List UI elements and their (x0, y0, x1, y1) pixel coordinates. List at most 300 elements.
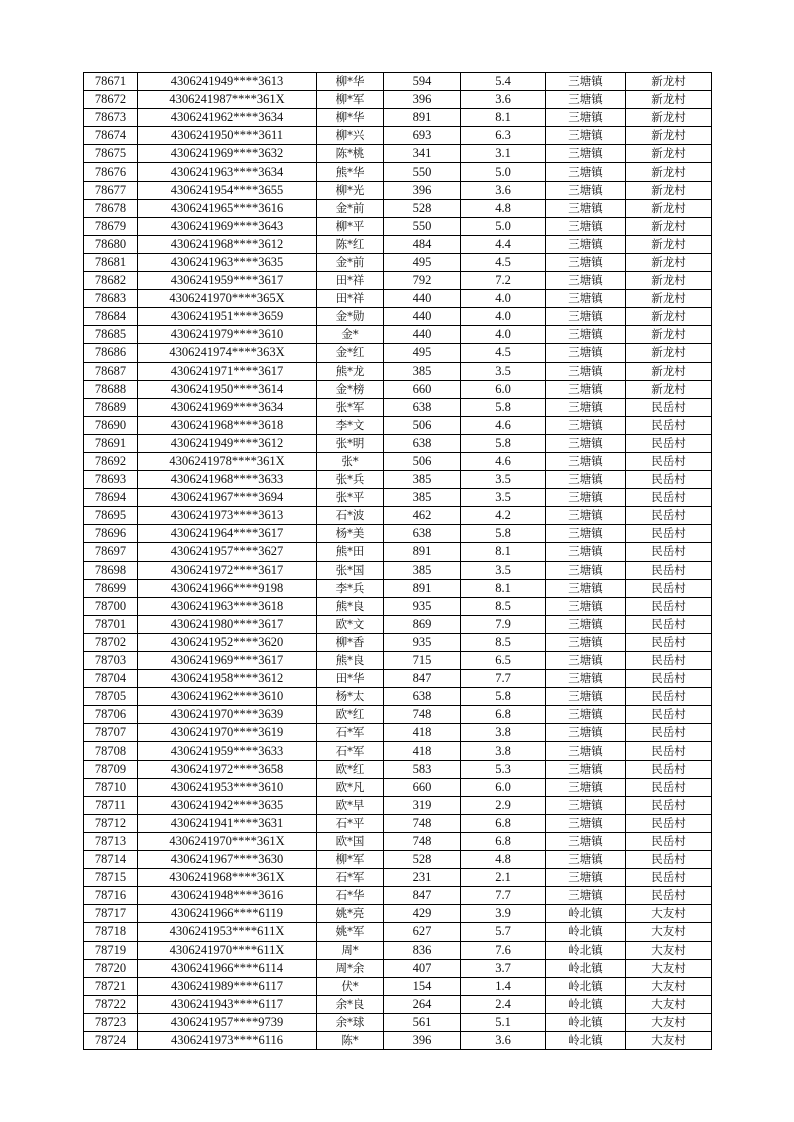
name-cell: 柳*平 (317, 217, 384, 235)
amount-cell: 440 (384, 290, 461, 308)
row-number-cell: 78683 (84, 290, 138, 308)
id-number-cell: 4306241959****3617 (138, 272, 317, 290)
value-cell: 5.4 (461, 73, 546, 91)
id-number-cell: 4306241953****611X (138, 923, 317, 941)
town-cell: 三塘镇 (546, 398, 626, 416)
name-cell: 熊*田 (317, 543, 384, 561)
table-row (84, 814, 712, 832)
value-cell: 4.6 (461, 416, 546, 434)
name-cell: 石*军 (317, 742, 384, 760)
town-cell: 三塘镇 (546, 561, 626, 579)
village-cell: 新龙村 (626, 181, 712, 199)
row-number-cell: 78706 (84, 706, 138, 724)
value-cell: 3.7 (461, 959, 546, 977)
table-row (84, 272, 712, 290)
amount-cell: 594 (384, 73, 461, 91)
amount-cell: 440 (384, 308, 461, 326)
value-cell: 7.7 (461, 670, 546, 688)
village-cell: 大友村 (626, 941, 712, 959)
village-cell: 民岳村 (626, 579, 712, 597)
value-cell: 6.0 (461, 778, 546, 796)
amount-cell: 506 (384, 452, 461, 470)
name-cell: 石*华 (317, 887, 384, 905)
value-cell: 4.8 (461, 199, 546, 217)
value-cell: 2.4 (461, 995, 546, 1013)
town-cell: 三塘镇 (546, 127, 626, 145)
name-cell: 柳*华 (317, 73, 384, 91)
table-row (84, 145, 712, 163)
row-number-cell: 78692 (84, 452, 138, 470)
value-cell: 8.1 (461, 109, 546, 127)
name-cell: 李*兵 (317, 579, 384, 597)
value-cell: 3.6 (461, 1031, 546, 1049)
village-cell: 大友村 (626, 1013, 712, 1031)
id-number-cell: 4306241973****6116 (138, 1031, 317, 1049)
value-cell: 4.5 (461, 253, 546, 271)
row-number-cell: 78701 (84, 615, 138, 633)
village-cell: 民岳村 (626, 760, 712, 778)
name-cell: 陈* (317, 1031, 384, 1049)
name-cell: 周*余 (317, 959, 384, 977)
name-cell: 杨*太 (317, 688, 384, 706)
amount-cell: 418 (384, 724, 461, 742)
name-cell: 姚*亮 (317, 905, 384, 923)
id-number-cell: 4306241965****3616 (138, 199, 317, 217)
table-row (84, 706, 712, 724)
village-cell: 大友村 (626, 905, 712, 923)
name-cell: 欧*国 (317, 832, 384, 850)
town-cell: 三塘镇 (546, 652, 626, 670)
amount-cell: 385 (384, 489, 461, 507)
village-cell: 大友村 (626, 995, 712, 1013)
row-number-cell: 78695 (84, 507, 138, 525)
town-cell: 三塘镇 (546, 742, 626, 760)
name-cell: 张*兵 (317, 471, 384, 489)
town-cell: 三塘镇 (546, 181, 626, 199)
town-cell: 三塘镇 (546, 851, 626, 869)
id-number-cell: 4306241969****3632 (138, 145, 317, 163)
value-cell: 4.8 (461, 851, 546, 869)
table-row (84, 851, 712, 869)
row-number-cell: 78704 (84, 670, 138, 688)
table-row (84, 724, 712, 742)
value-cell: 5.0 (461, 163, 546, 181)
name-cell: 熊*龙 (317, 362, 384, 380)
value-cell: 3.8 (461, 724, 546, 742)
value-cell: 4.0 (461, 326, 546, 344)
value-cell: 6.8 (461, 706, 546, 724)
table-row (84, 995, 712, 1013)
row-number-cell: 78712 (84, 814, 138, 832)
village-cell: 新龙村 (626, 235, 712, 253)
id-number-cell: 4306241970****365X (138, 290, 317, 308)
name-cell: 张*明 (317, 434, 384, 452)
village-cell: 民岳村 (626, 525, 712, 543)
town-cell: 三塘镇 (546, 109, 626, 127)
table-row (84, 235, 712, 253)
village-cell: 民岳村 (626, 452, 712, 470)
name-cell: 金*榜 (317, 380, 384, 398)
value-cell: 8.5 (461, 597, 546, 615)
value-cell: 5.1 (461, 1013, 546, 1031)
name-cell: 金*前 (317, 253, 384, 271)
town-cell: 三塘镇 (546, 326, 626, 344)
value-cell: 3.1 (461, 145, 546, 163)
value-cell: 4.5 (461, 344, 546, 362)
town-cell: 岭北镇 (546, 977, 626, 995)
village-cell: 新龙村 (626, 380, 712, 398)
town-cell: 三塘镇 (546, 670, 626, 688)
row-number-cell: 78671 (84, 73, 138, 91)
id-number-cell: 4306241978****361X (138, 452, 317, 470)
row-number-cell: 78697 (84, 543, 138, 561)
town-cell: 三塘镇 (546, 832, 626, 850)
row-number-cell: 78688 (84, 380, 138, 398)
id-number-cell: 4306241949****3612 (138, 434, 317, 452)
id-number-cell: 4306241954****3655 (138, 181, 317, 199)
town-cell: 三塘镇 (546, 724, 626, 742)
village-cell: 大友村 (626, 1031, 712, 1049)
value-cell: 2.9 (461, 796, 546, 814)
table-row (84, 398, 712, 416)
value-cell: 5.8 (461, 398, 546, 416)
id-number-cell: 4306241980****3617 (138, 615, 317, 633)
value-cell: 6.3 (461, 127, 546, 145)
id-number-cell: 4306241968****3618 (138, 416, 317, 434)
value-cell: 6.0 (461, 380, 546, 398)
town-cell: 三塘镇 (546, 416, 626, 434)
village-cell: 新龙村 (626, 163, 712, 181)
name-cell: 金*勋 (317, 308, 384, 326)
table-row (84, 959, 712, 977)
row-number-cell: 78717 (84, 905, 138, 923)
name-cell: 石*平 (317, 814, 384, 832)
value-cell: 1.4 (461, 977, 546, 995)
village-cell: 民岳村 (626, 832, 712, 850)
town-cell: 三塘镇 (546, 471, 626, 489)
amount-cell: 407 (384, 959, 461, 977)
name-cell: 柳*军 (317, 851, 384, 869)
town-cell: 岭北镇 (546, 995, 626, 1013)
village-cell: 民岳村 (626, 851, 712, 869)
id-number-cell: 4306241942****3635 (138, 796, 317, 814)
name-cell: 石*军 (317, 869, 384, 887)
value-cell: 4.0 (461, 290, 546, 308)
value-cell: 3.5 (461, 362, 546, 380)
amount-cell: 715 (384, 652, 461, 670)
value-cell: 4.2 (461, 507, 546, 525)
value-cell: 4.6 (461, 452, 546, 470)
table-row (84, 561, 712, 579)
row-number-cell: 78719 (84, 941, 138, 959)
id-number-cell: 4306241972****3617 (138, 561, 317, 579)
table-row (84, 832, 712, 850)
id-number-cell: 4306241987****361X (138, 91, 317, 109)
row-number-cell: 78698 (84, 561, 138, 579)
id-number-cell: 4306241963****3618 (138, 597, 317, 615)
row-number-cell: 78691 (84, 434, 138, 452)
amount-cell: 792 (384, 272, 461, 290)
value-cell: 5.7 (461, 923, 546, 941)
row-number-cell: 78703 (84, 652, 138, 670)
value-cell: 7.6 (461, 941, 546, 959)
row-number-cell: 78675 (84, 145, 138, 163)
amount-cell: 550 (384, 217, 461, 235)
row-number-cell: 78696 (84, 525, 138, 543)
table-row (84, 91, 712, 109)
amount-cell: 385 (384, 362, 461, 380)
id-number-cell: 4306241952****3620 (138, 633, 317, 651)
table-row (84, 778, 712, 796)
table-row (84, 941, 712, 959)
amount-cell: 396 (384, 1031, 461, 1049)
row-number-cell: 78708 (84, 742, 138, 760)
table-row (84, 362, 712, 380)
row-number-cell: 78689 (84, 398, 138, 416)
amount-cell: 264 (384, 995, 461, 1013)
town-cell: 三塘镇 (546, 597, 626, 615)
name-cell: 张*国 (317, 561, 384, 579)
village-cell: 民岳村 (626, 688, 712, 706)
town-cell: 三塘镇 (546, 543, 626, 561)
row-number-cell: 78677 (84, 181, 138, 199)
value-cell: 4.0 (461, 308, 546, 326)
value-cell: 8.1 (461, 579, 546, 597)
name-cell: 李*文 (317, 416, 384, 434)
row-number-cell: 78681 (84, 253, 138, 271)
village-cell: 民岳村 (626, 742, 712, 760)
id-number-cell: 4306241964****3617 (138, 525, 317, 543)
table-row (84, 109, 712, 127)
value-cell: 3.5 (461, 561, 546, 579)
village-cell: 新龙村 (626, 91, 712, 109)
amount-cell: 583 (384, 760, 461, 778)
name-cell: 熊*良 (317, 652, 384, 670)
table-row (84, 163, 712, 181)
town-cell: 三塘镇 (546, 217, 626, 235)
row-number-cell: 78709 (84, 760, 138, 778)
town-cell: 三塘镇 (546, 507, 626, 525)
row-number-cell: 78716 (84, 887, 138, 905)
amount-cell: 847 (384, 887, 461, 905)
row-number-cell: 78721 (84, 977, 138, 995)
id-number-cell: 4306241962****3634 (138, 109, 317, 127)
name-cell: 张*平 (317, 489, 384, 507)
row-number-cell: 78718 (84, 923, 138, 941)
row-number-cell: 78680 (84, 235, 138, 253)
name-cell: 欧*凡 (317, 778, 384, 796)
amount-cell: 231 (384, 869, 461, 887)
amount-cell: 550 (384, 163, 461, 181)
town-cell: 三塘镇 (546, 308, 626, 326)
village-cell: 民岳村 (626, 615, 712, 633)
village-cell: 新龙村 (626, 290, 712, 308)
village-cell: 民岳村 (626, 796, 712, 814)
id-number-cell: 4306241969****3617 (138, 652, 317, 670)
town-cell: 三塘镇 (546, 362, 626, 380)
amount-cell: 638 (384, 688, 461, 706)
row-number-cell: 78684 (84, 308, 138, 326)
village-cell: 新龙村 (626, 344, 712, 362)
row-number-cell: 78713 (84, 832, 138, 850)
value-cell: 5.3 (461, 760, 546, 778)
village-cell: 民岳村 (626, 887, 712, 905)
value-cell: 5.8 (461, 434, 546, 452)
town-cell: 岭北镇 (546, 1031, 626, 1049)
value-cell: 7.7 (461, 887, 546, 905)
town-cell: 岭北镇 (546, 1013, 626, 1031)
amount-cell: 891 (384, 543, 461, 561)
table-row (84, 199, 712, 217)
town-cell: 三塘镇 (546, 434, 626, 452)
amount-cell: 495 (384, 344, 461, 362)
amount-cell: 154 (384, 977, 461, 995)
table-row (84, 869, 712, 887)
amount-cell: 891 (384, 579, 461, 597)
name-cell: 柳*光 (317, 181, 384, 199)
name-cell: 欧*文 (317, 615, 384, 633)
village-cell: 民岳村 (626, 471, 712, 489)
town-cell: 三塘镇 (546, 814, 626, 832)
row-number-cell: 78679 (84, 217, 138, 235)
town-cell: 岭北镇 (546, 959, 626, 977)
name-cell: 欧*红 (317, 706, 384, 724)
town-cell: 三塘镇 (546, 688, 626, 706)
village-cell: 民岳村 (626, 670, 712, 688)
name-cell: 柳*华 (317, 109, 384, 127)
id-number-cell: 4306241969****3634 (138, 398, 317, 416)
table-row (84, 326, 712, 344)
amount-cell: 891 (384, 109, 461, 127)
town-cell: 三塘镇 (546, 253, 626, 271)
value-cell: 5.8 (461, 688, 546, 706)
table-row (84, 887, 712, 905)
amount-cell: 748 (384, 814, 461, 832)
town-cell: 三塘镇 (546, 525, 626, 543)
name-cell: 杨*美 (317, 525, 384, 543)
amount-cell: 638 (384, 434, 461, 452)
id-number-cell: 4306241963****3634 (138, 163, 317, 181)
row-number-cell: 78682 (84, 272, 138, 290)
table-row (84, 489, 712, 507)
town-cell: 三塘镇 (546, 145, 626, 163)
village-cell: 新龙村 (626, 362, 712, 380)
name-cell: 熊*华 (317, 163, 384, 181)
amount-cell: 341 (384, 145, 461, 163)
row-number-cell: 78672 (84, 91, 138, 109)
amount-cell: 418 (384, 742, 461, 760)
village-cell: 大友村 (626, 959, 712, 977)
table-row (84, 452, 712, 470)
village-cell: 民岳村 (626, 778, 712, 796)
value-cell: 8.1 (461, 543, 546, 561)
amount-cell: 693 (384, 127, 461, 145)
row-number-cell: 78686 (84, 344, 138, 362)
table-row (84, 434, 712, 452)
amount-cell: 627 (384, 923, 461, 941)
village-cell: 民岳村 (626, 724, 712, 742)
town-cell: 三塘镇 (546, 272, 626, 290)
village-cell: 新龙村 (626, 145, 712, 163)
amount-cell: 429 (384, 905, 461, 923)
table-row (84, 344, 712, 362)
amount-cell: 935 (384, 633, 461, 651)
amount-cell: 748 (384, 832, 461, 850)
village-cell: 民岳村 (626, 434, 712, 452)
row-number-cell: 78699 (84, 579, 138, 597)
amount-cell: 561 (384, 1013, 461, 1031)
town-cell: 岭北镇 (546, 941, 626, 959)
name-cell: 欧*红 (317, 760, 384, 778)
amount-cell: 836 (384, 941, 461, 959)
table-row (84, 380, 712, 398)
name-cell: 欧*早 (317, 796, 384, 814)
table-row (84, 308, 712, 326)
amount-cell: 440 (384, 326, 461, 344)
name-cell: 余*球 (317, 1013, 384, 1031)
amount-cell: 660 (384, 778, 461, 796)
id-number-cell: 4306241941****3631 (138, 814, 317, 832)
table-row (84, 1013, 712, 1031)
id-number-cell: 4306241968****361X (138, 869, 317, 887)
id-number-cell: 4306241970****3639 (138, 706, 317, 724)
value-cell: 4.4 (461, 235, 546, 253)
table-row (84, 905, 712, 923)
row-number-cell: 78673 (84, 109, 138, 127)
village-cell: 新龙村 (626, 326, 712, 344)
table-row (84, 670, 712, 688)
town-cell: 三塘镇 (546, 73, 626, 91)
table-row (84, 977, 712, 995)
town-cell: 三塘镇 (546, 615, 626, 633)
row-number-cell: 78714 (84, 851, 138, 869)
amount-cell: 638 (384, 525, 461, 543)
town-cell: 三塘镇 (546, 452, 626, 470)
village-cell: 新龙村 (626, 199, 712, 217)
table-row (84, 597, 712, 615)
id-number-cell: 4306241953****3610 (138, 778, 317, 796)
id-number-cell: 4306241949****3613 (138, 73, 317, 91)
village-cell: 民岳村 (626, 507, 712, 525)
village-cell: 民岳村 (626, 633, 712, 651)
town-cell: 三塘镇 (546, 380, 626, 398)
town-cell: 三塘镇 (546, 344, 626, 362)
row-number-cell: 78720 (84, 959, 138, 977)
id-number-cell: 4306241950****3614 (138, 380, 317, 398)
town-cell: 三塘镇 (546, 290, 626, 308)
id-number-cell: 4306241962****3610 (138, 688, 317, 706)
row-number-cell: 78722 (84, 995, 138, 1013)
village-cell: 民岳村 (626, 652, 712, 670)
village-cell: 民岳村 (626, 869, 712, 887)
row-number-cell: 78694 (84, 489, 138, 507)
table-row (84, 923, 712, 941)
row-number-cell: 78693 (84, 471, 138, 489)
village-cell: 民岳村 (626, 416, 712, 434)
id-number-cell: 4306241966****6119 (138, 905, 317, 923)
village-cell: 新龙村 (626, 73, 712, 91)
table-row (84, 525, 712, 543)
row-number-cell: 78715 (84, 869, 138, 887)
amount-cell: 869 (384, 615, 461, 633)
amount-cell: 528 (384, 851, 461, 869)
row-number-cell: 78711 (84, 796, 138, 814)
village-cell: 新龙村 (626, 109, 712, 127)
town-cell: 三塘镇 (546, 489, 626, 507)
table-row (84, 688, 712, 706)
village-cell: 民岳村 (626, 398, 712, 416)
data-table (83, 72, 712, 1050)
